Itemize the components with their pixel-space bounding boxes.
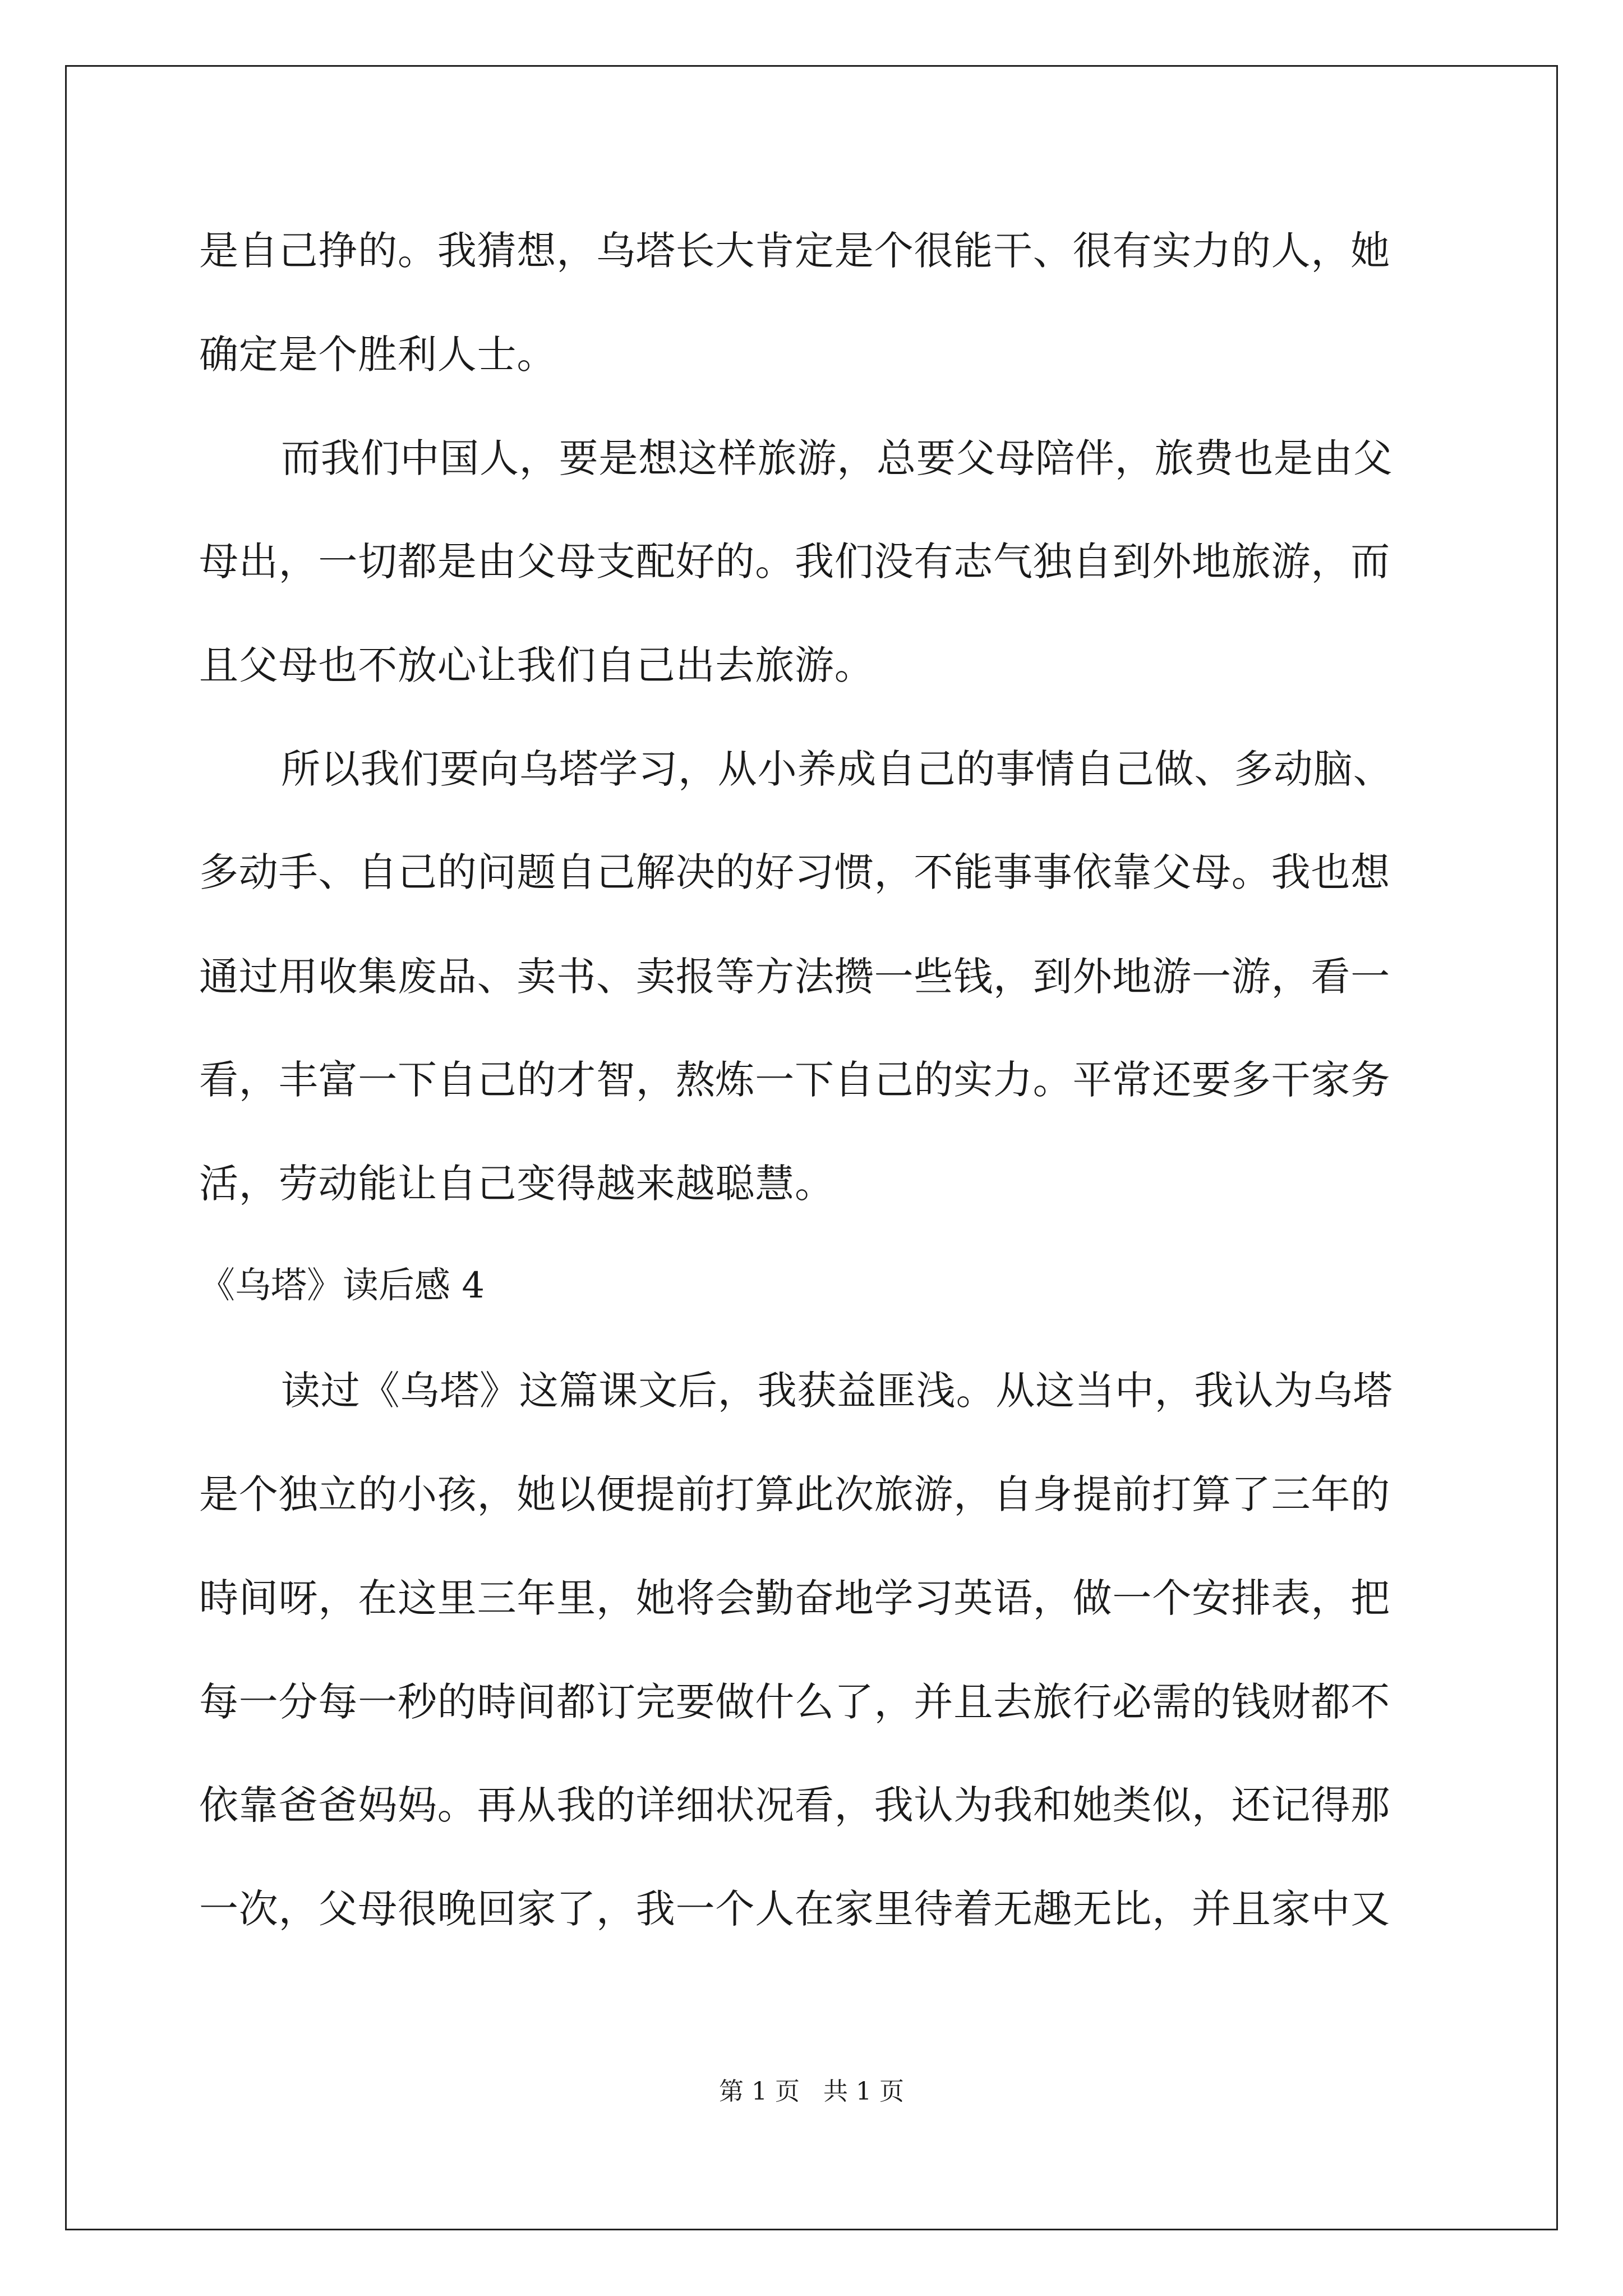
text-line: 通过用收集废品、卖书、卖报等方法攒一些钱，到外地游一游，看一 (199, 954, 1390, 1000)
text-line: 是自己挣的。我猜想，乌塔长大肯定是个很能干、很有实力的人，她 (199, 228, 1390, 274)
text-line: 母出，一切都是由父母支配好的。我们没有志气独自到外地旅游，而 (199, 539, 1390, 585)
text-line: 多动手、自己的问题自己解决的好习惯，不能事事依靠父母。我也想 (199, 849, 1390, 895)
paragraph-start-line: 读过《乌塔》这篇课文后，我获益匪浅。从这当中，我认为乌塔 (281, 1368, 1393, 1414)
section-heading: 《乌塔》读后感 4 (199, 1265, 485, 1306)
text-line: 每一分每一秒的時间都订完要做什么了，并且去旅行必需的钱财都不 (199, 1679, 1390, 1725)
text-line: 是个独立的小孩，她以便提前打算此次旅游，自身提前打算了三年的 (199, 1471, 1390, 1517)
page-total: 共 1 页 (823, 2077, 904, 2106)
text-line: 一次，父母很晚回家了，我一个人在家里待着无趣无比，并且家中又 (199, 1886, 1390, 1932)
text-line: 确定是个胜利人士。 (199, 332, 557, 378)
text-line: 看，丰富一下自己的才智，熬炼一下自己的实力。平常还要多干家务 (199, 1057, 1390, 1103)
paragraph-start-line: 而我们中国人，要是想这样旅游，总要父母陪伴，旅费也是由父 (281, 435, 1393, 481)
paragraph-start-line: 所以我们要向乌塔学习，从小养成自己的事情自己做、多动脑、 (281, 746, 1393, 792)
page-number: 第 1 页 (719, 2077, 800, 2106)
text-line: 依靠爸爸妈妈。再从我的详细状况看，我认为我和她类似，还记得那 (199, 1782, 1390, 1828)
text-line: 活，劳动能让自己变得越来越聪慧。 (199, 1161, 834, 1207)
page-footer (0, 2079, 1623, 2104)
text-line: 且父母也不放心让我们自己出去旅游。 (199, 642, 874, 688)
text-line: 時间呀，在这里三年里，她将会勤奋地学习英语，做一个安排表，把 (199, 1575, 1390, 1621)
